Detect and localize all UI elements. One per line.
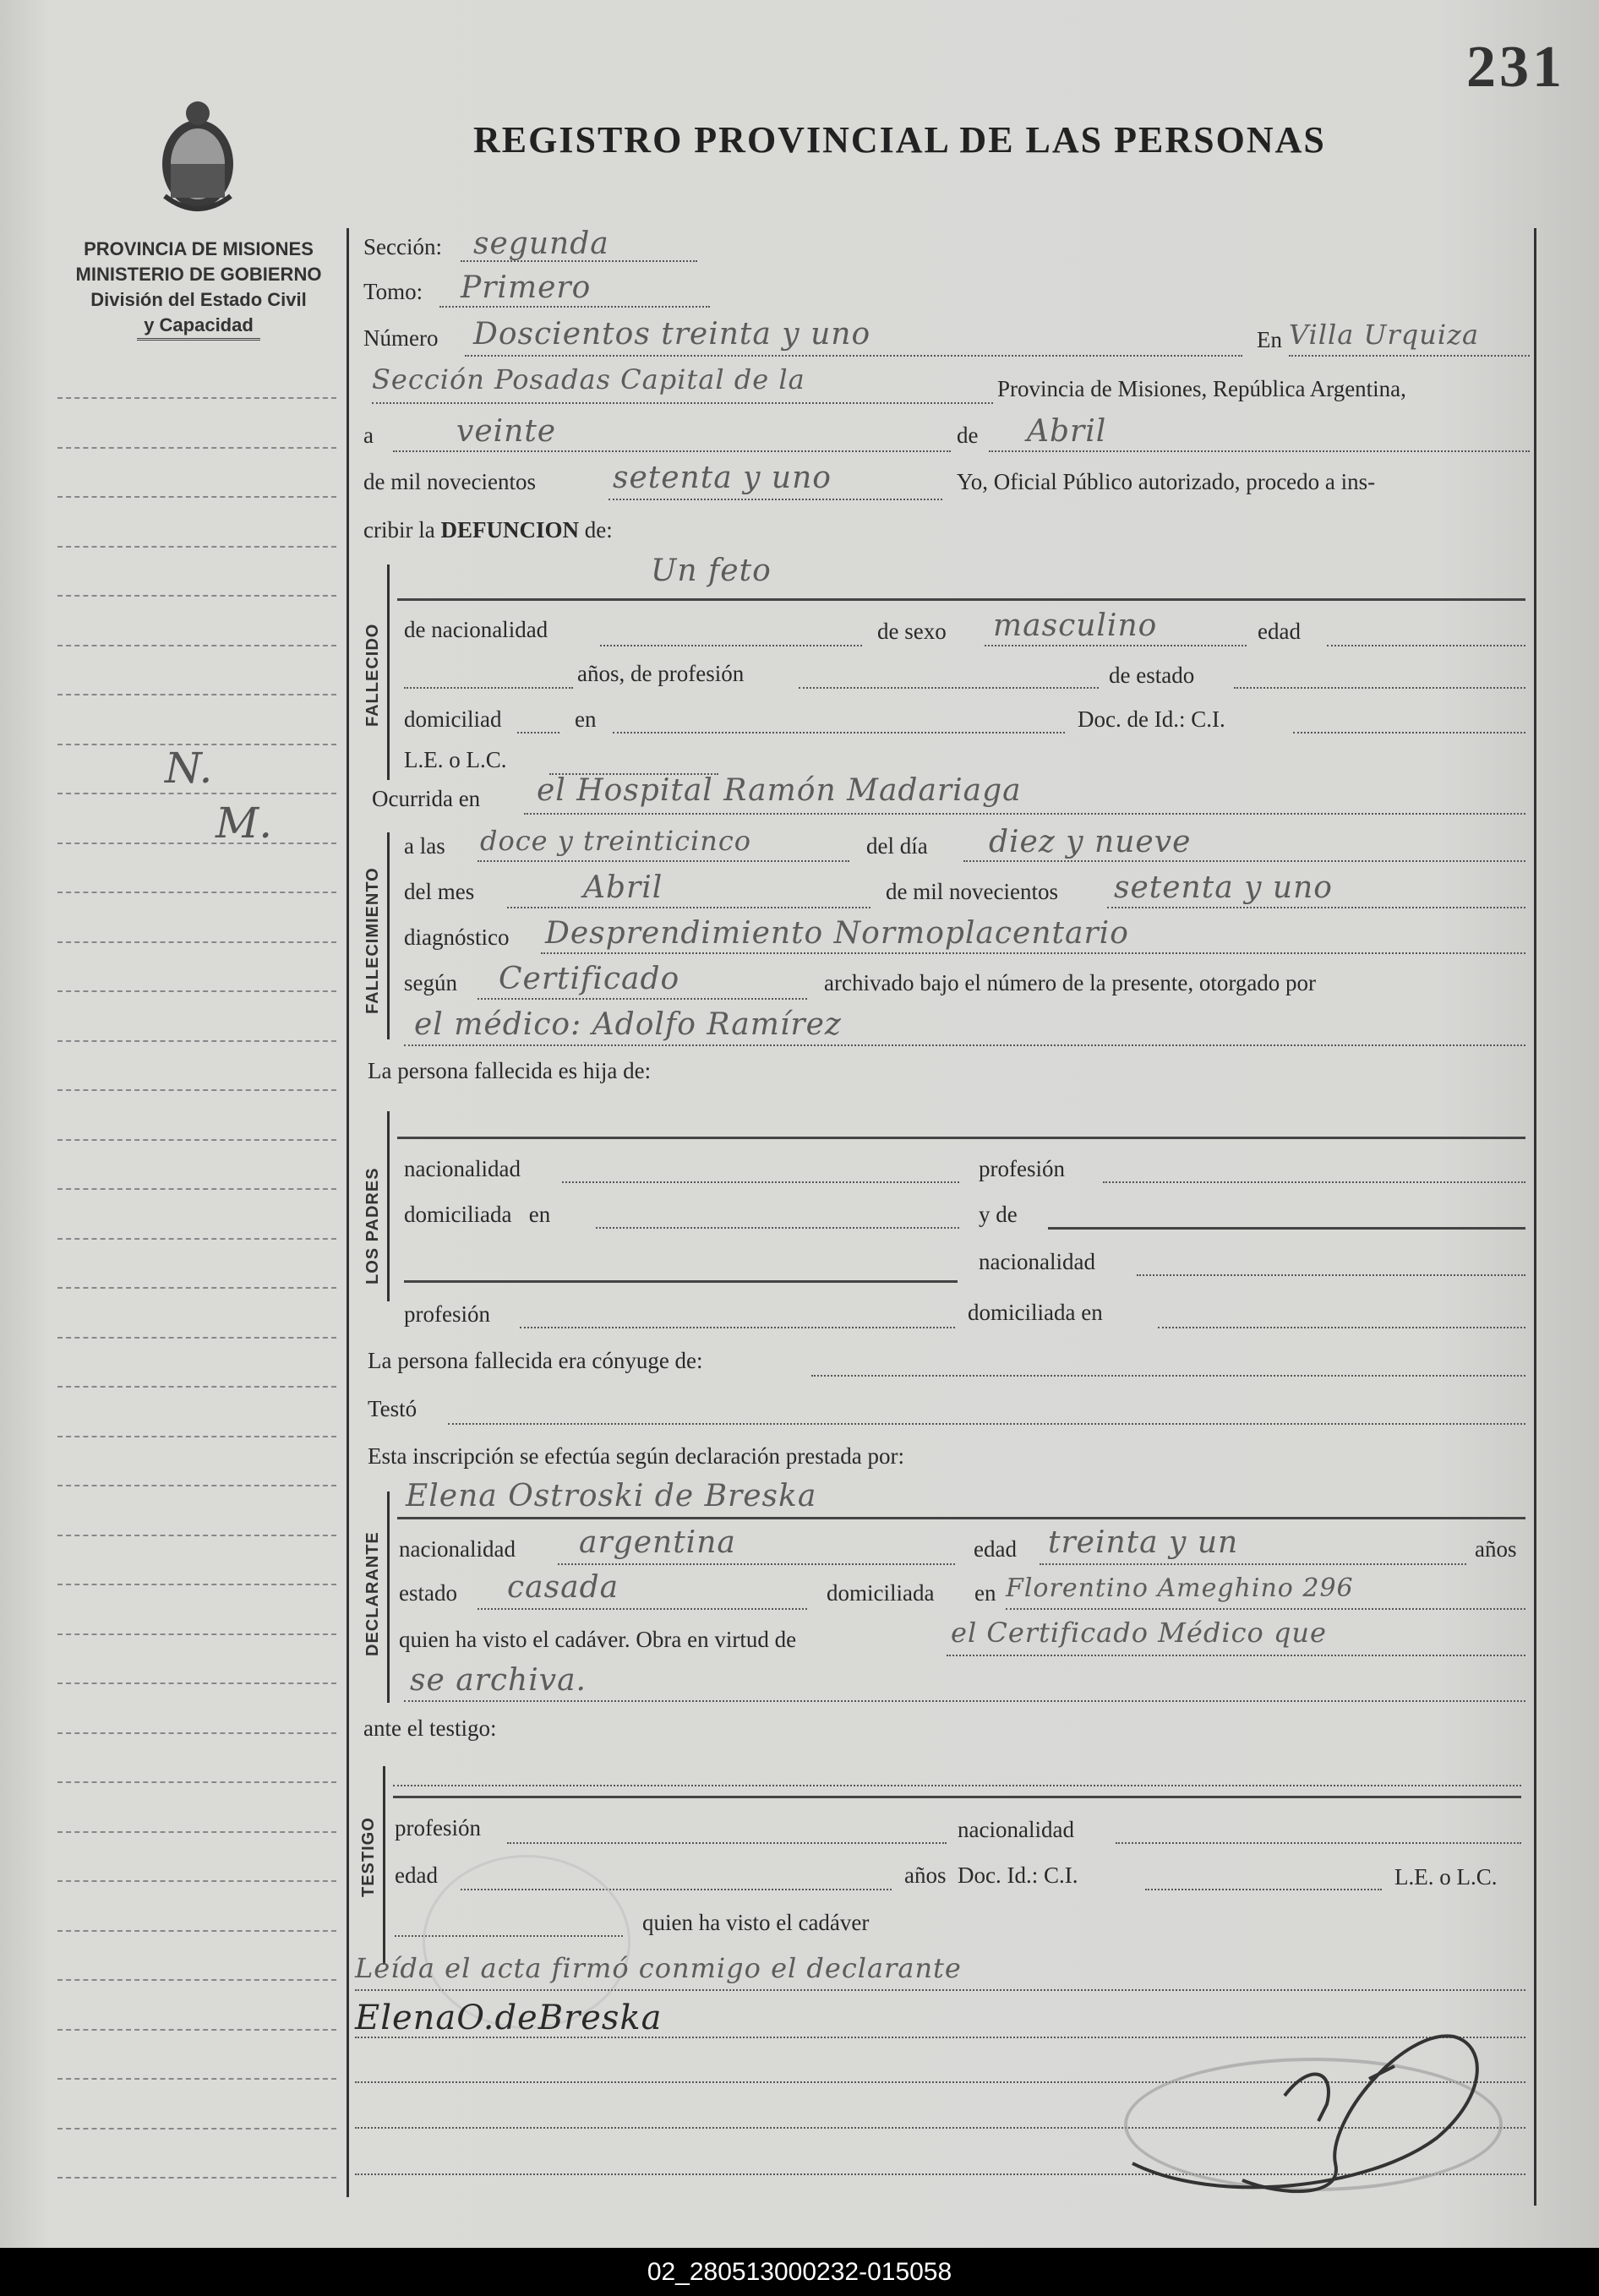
province-name: PROVINCIA DE MISIONES	[84, 238, 314, 259]
declarante-nombre: Elena Ostroski de Breska	[406, 1479, 817, 1513]
t-edad-label: edad	[395, 1862, 438, 1888]
hija-text: La persona fallecida es hija de:	[368, 1058, 652, 1083]
provincia-text: Provincia de Misiones, República Argentina,	[997, 376, 1406, 401]
division-line-2: y Capacidad	[137, 313, 260, 341]
declarante-bracket	[387, 1492, 390, 1703]
p-domiciliada-label: domiciliada en	[404, 1202, 551, 1227]
en-label: En	[1257, 327, 1282, 352]
ocurrida-value: el Hospital Ramón Madariaga	[537, 773, 1022, 808]
fallecido-section-label: FALLECIDO	[363, 623, 382, 727]
fallecimiento-section-label: FALLECIMIENTO	[363, 867, 382, 1014]
coat-of-arms-icon	[148, 95, 248, 221]
tomo-label: Tomo:	[363, 279, 423, 304]
ocurrida-label: Ocurrida en	[372, 786, 481, 811]
division-line-1: División del Estado Civil	[90, 289, 307, 310]
inscripcion-text: Esta inscripción se efectúa según declaración prestada por:	[368, 1443, 904, 1469]
firma-declarante: ElenaO.deBreska	[355, 1999, 663, 2037]
d-cadaver-text: quien ha visto el cadáver. Obra en virtud de	[399, 1627, 797, 1652]
tomo-value: Primero	[461, 270, 592, 305]
p-profesion-2-label: profesión	[404, 1301, 490, 1327]
t-cadaver-text: quien ha visto el cadáver	[642, 1910, 870, 1935]
anios-profesion-label: años, de profesión	[577, 661, 745, 686]
fallecimiento-bracket	[387, 832, 390, 1039]
p-y-de-label: y de	[979, 1202, 1018, 1227]
seccion-label: Sección:	[363, 234, 442, 259]
t-doc-label: años Doc. Id.: C.I.	[904, 1862, 1078, 1888]
p-nacionalidad-2-label: nacionalidad	[979, 1249, 1095, 1274]
inscribir-text: cribir la DEFUNCION de:	[363, 517, 613, 543]
de-value: Abril	[1027, 414, 1107, 449]
p-domiciliada-en-label: domiciliada en	[968, 1300, 1103, 1325]
d-en-label: en	[974, 1580, 996, 1606]
t-nacionalidad-label: nacionalidad	[958, 1817, 1074, 1842]
domicilio-label: domiciliad	[404, 706, 502, 732]
d-edad-value: treinta y un	[1048, 1525, 1239, 1560]
left-border	[347, 228, 349, 2197]
d-nacionalidad-label: nacionalidad	[399, 1536, 516, 1562]
p-profesion-label: profesión	[979, 1156, 1065, 1181]
del-dia-value: diez y nueve	[989, 825, 1192, 859]
t-le-lc-label: L.E. o L.C.	[1394, 1864, 1498, 1890]
numero-label: Número	[363, 325, 439, 351]
d-estado-label: estado	[399, 1580, 457, 1606]
del-mes-value: Abril	[583, 870, 663, 905]
seccion-value: segunda	[473, 226, 609, 261]
nacionalidad-label: de nacionalidad	[404, 617, 548, 642]
a-las-value: doce y treinticinco	[480, 825, 752, 857]
fallecido-bracket	[387, 564, 390, 780]
p-nacionalidad-label: nacionalidad	[404, 1156, 521, 1181]
sexo-value: masculino	[993, 608, 1158, 643]
image-code: 02_280513000232-015058	[647, 2257, 952, 2286]
testo-label: Testó	[368, 1396, 417, 1421]
conyuge-text: La persona fallecida era cónyuge de:	[368, 1348, 703, 1373]
en-value: Villa Urquiza	[1289, 319, 1480, 351]
margin-mark-m: M.	[216, 799, 273, 848]
segun-value: Certificado	[499, 962, 680, 996]
a-label: a	[363, 423, 374, 448]
d-obra-value-2: se archiva.	[410, 1663, 587, 1698]
diagnostico-label: diagnóstico	[404, 924, 510, 950]
testigo-section-label: TESTIGO	[359, 1817, 378, 1897]
mil-nov-value: setenta y uno	[1114, 870, 1333, 905]
image-code-bar	[0, 2248, 1599, 2296]
d-edad-label: edad	[974, 1536, 1017, 1562]
leida-text: Leída el acta firmó conmigo el declarante	[355, 1952, 962, 1984]
anio-label: de mil novecientos	[363, 469, 536, 494]
sexo-label: de sexo	[877, 619, 947, 644]
estado-label: de estado	[1109, 663, 1195, 688]
mil-nov-label: de mil novecientos	[886, 879, 1058, 904]
margin-mark-n: N.	[165, 744, 213, 793]
d-domiciliada-label: domiciliada	[827, 1580, 935, 1606]
folio-number: 231	[1466, 35, 1565, 100]
del-mes-label: del mes	[404, 879, 475, 904]
le-lc-label: L.E. o L.C.	[404, 747, 507, 772]
page-title: REGISTRO PROVINCIAL DE LAS PERSONAS	[473, 119, 1326, 161]
d-domicilio-value: Florentino Ameghino 296	[1006, 1573, 1354, 1603]
de-label: de	[957, 423, 979, 448]
edad-label: edad	[1258, 619, 1301, 644]
d-estado-value: casada	[507, 1570, 619, 1605]
t-profesion-label: profesión	[395, 1815, 481, 1841]
testigo-intro-text: ante el testigo:	[363, 1715, 497, 1741]
en-label-2: en	[575, 706, 597, 732]
oficial-text: Yo, Oficial Público autorizado, procedo a ins-	[957, 469, 1376, 494]
anio-value: setenta y uno	[613, 461, 832, 495]
d-nacionalidad-value: argentina	[579, 1525, 736, 1560]
margin-note-lines	[57, 397, 336, 2189]
d-anios-label: años	[1475, 1536, 1517, 1562]
ministry-name: MINISTERIO DE GOBIERNO	[75, 264, 322, 285]
segun-label: según	[404, 970, 457, 995]
padres-bracket	[387, 1111, 390, 1301]
lugar-value: Sección Posadas Capital de la	[372, 363, 805, 395]
defuncion-label: DEFUNCION	[440, 517, 579, 543]
fallecido-nombre: Un feto	[651, 554, 772, 588]
d-obra-value: el Certificado Médico que	[951, 1617, 1327, 1649]
doc-label: Doc. de Id.: C.I.	[1078, 706, 1225, 732]
right-border	[1534, 228, 1536, 2206]
issuing-authority	[46, 237, 351, 341]
a-value: veinte	[456, 414, 557, 449]
oficial-signature-icon	[1116, 1994, 1504, 2214]
testigo-bracket	[383, 1766, 385, 1965]
numero-value: Doscientos treinta y uno	[473, 317, 871, 352]
padres-section-label: LOS PADRES	[363, 1167, 382, 1284]
del-dia-label: del día	[866, 833, 928, 859]
diagnostico-value: Desprendimiento Normoplacentario	[545, 916, 1129, 951]
a-las-label: a las	[404, 833, 445, 859]
declarante-section-label: DECLARANTE	[363, 1531, 382, 1656]
archivado-text: archivado bajo el número de la presente, otorgado por	[824, 970, 1317, 995]
medico-value: el médico: Adolfo Ramírez	[414, 1007, 842, 1042]
